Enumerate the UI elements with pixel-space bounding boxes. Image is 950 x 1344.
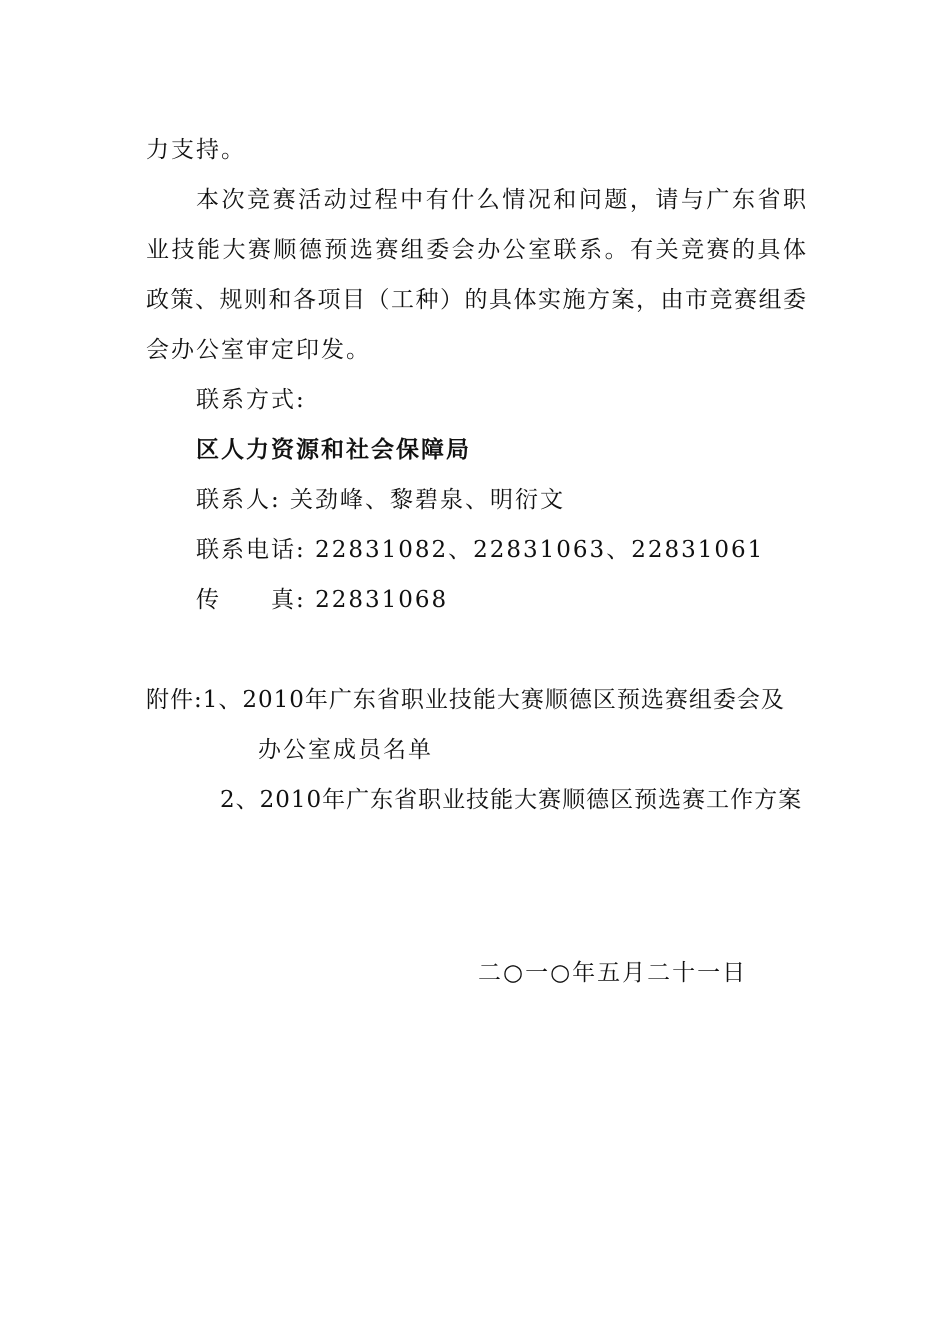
fax-label-second: 真: [271,587,306,613]
paragraph-line-4: 会办公室审定印发。 [146,337,371,363]
paragraph-line-1: 本次竞赛活动过程中有什么情况和问题，请与广东省职 [196,187,806,213]
contact-phones: 联系电话: 22831082、22831063、22831061 [196,537,765,563]
contact-heading: 联系方式: [196,387,306,413]
fax-number: 22831068 [315,587,449,613]
attachment-item-1-line-2: 办公室成员名单 [258,737,433,763]
attachment-item-1-line-1: 1、2010年广东省职业技能大赛顺德区预选赛组委会及 [202,687,785,713]
contact-organization: 区人力资源和社会保障局 [196,437,471,463]
contact-fax [196,585,448,615]
document-date: 二○一○年五月二十一日 [478,960,748,986]
continuation-text: 力支持。 [146,137,246,163]
attachment-item-1 [146,685,785,715]
attachment-label: 附件: [146,687,203,713]
paragraph-line-2: 业技能大赛顺德预选赛组委会办公室联系。有关竞赛的具体 [146,237,806,263]
fax-label-first: 传 [196,587,221,613]
attachment-item-2: 2、2010年广东省职业技能大赛顺德区预选赛工作方案 [220,787,803,813]
paragraph-line-3: 政策、规则和各项目（工种）的具体实施方案，由市竞赛组委 [146,287,806,313]
contact-persons: 联系人: 关劲峰、黎碧泉、明衍文 [196,487,566,513]
